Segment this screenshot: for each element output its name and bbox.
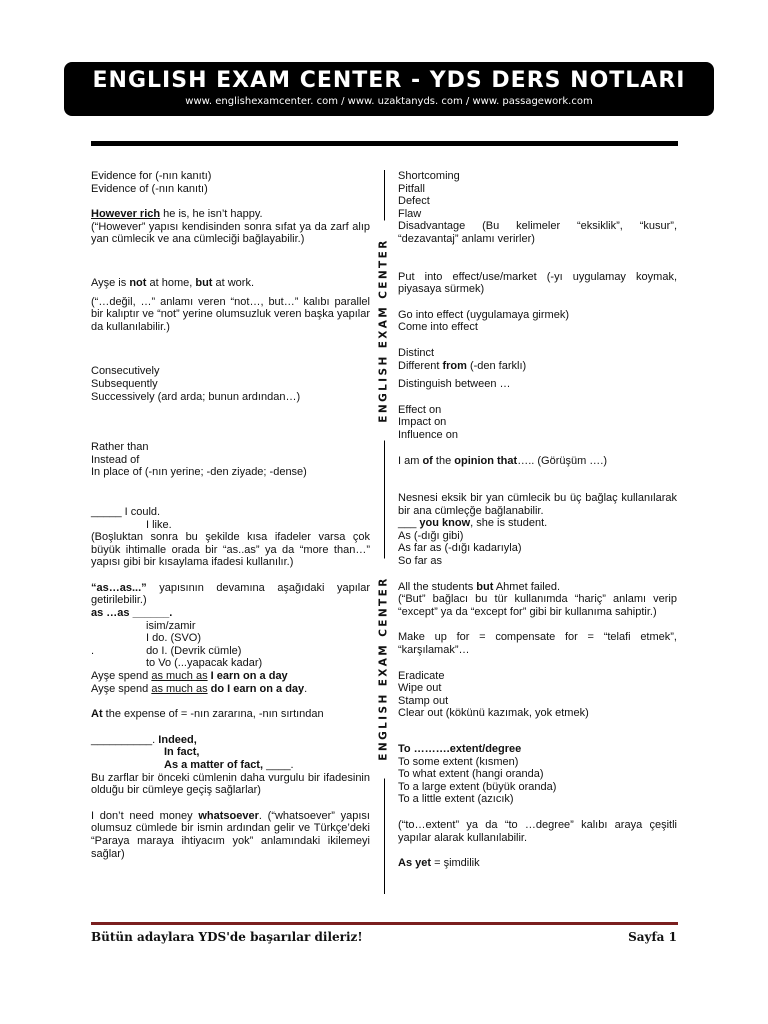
keyword: Indeed, [158, 733, 197, 746]
text-line [91, 607, 370, 620]
text-line [91, 582, 370, 607]
keyword: At [91, 708, 103, 721]
explanation: (Boşluktan sonra bu şekilde kısa ifadeler varsa çok büyük ihtimalle orada bir “as..as” ya da “more than…” yapısı gibi bir kısaylama ifadesi kullanılır.) [91, 531, 370, 569]
text-line: Influence on [398, 428, 458, 441]
keyword: I earn on a day [207, 670, 288, 683]
text-line: Effect on [398, 403, 442, 416]
text-line: Put into effect/use/market (-yı uygulamay koymak, piyasaya sürmek) [398, 270, 677, 296]
text-span: he is, he isn’t happy. [160, 208, 263, 221]
text-line: Evidence for (-nın kanıtı) [91, 170, 212, 182]
left-column [91, 170, 370, 860]
header-banner [64, 62, 714, 116]
text-line: Clear out (kökünü kazımak, yok etmek) [398, 707, 589, 720]
text-span: Ayşe spend [91, 682, 152, 695]
text-line [398, 581, 677, 594]
text-line [91, 746, 370, 759]
text-line: I do. (SVO) [146, 632, 202, 645]
explanation: (“…değil, …” anlamı veren “not…, but…” kalıbı parallel bir kalıptır ve “not” yerine olumsuzluk veren başka yapılar da kullanılabilir.) [91, 295, 370, 333]
text-span: do I. (Devrik cümle) [146, 644, 242, 657]
keyword: but [195, 276, 213, 289]
explanation: (“However” yapısı kendisinden sonra sıfat ya da zarf alıp yan cümlecik ve ana cümleciği bağlayabilir.) [91, 220, 370, 246]
text-span: ____. [263, 759, 294, 771]
text-line [91, 670, 370, 683]
text-line: Evidence of (-nın kanıtı) [91, 182, 208, 195]
header-websites: www. englishexamcenter. com / www. uzaktanyds. com / www. passagework.com [185, 96, 593, 107]
text-line: Shortcoming [398, 170, 460, 182]
text-line: To some extent (kısmen) [398, 755, 519, 768]
text-span: . [304, 682, 308, 695]
text-span: __________. [91, 733, 159, 746]
text-span: I don’t need money [91, 809, 199, 822]
keyword: from [442, 359, 467, 372]
keyword: As a matter of fact, [164, 759, 264, 771]
text-line: So far as [398, 555, 443, 568]
text-line [398, 857, 677, 870]
text-line: Stamp out [398, 694, 449, 707]
text-line [398, 455, 677, 468]
text-line: isim/zamir [146, 619, 196, 632]
text-line: As (-dığı gibi) [398, 529, 464, 542]
explanation: (“But” bağlacı bu tür kullanımda “hariç” anlamı verip “except” ya da “except for” gibi bir kullanıma sahiptir.) [398, 593, 677, 618]
text-line [91, 759, 370, 772]
header-title: ENGLISH EXAM CENTER - YDS DERS NOTLARI [92, 68, 686, 93]
text-line: to Vo (...yapacak kadar) [146, 657, 263, 670]
keyword: opinion that [454, 454, 518, 467]
text-line [91, 277, 370, 290]
keyword: of [422, 454, 433, 467]
watermark-lower: ENGLISH EXAM CENTER [378, 559, 391, 779]
text-span: at home, [146, 276, 196, 289]
text-line: Go into effect (uygulamaya girmek) [398, 308, 569, 321]
text-span: . (“whatsoever” yapısı olumsuz cümlede bir ismin ardından gelir ve Türkçe’deki “Paraya maraya ihtiyacım yok” anlamındaki ikilemeyi sağlar) [91, 809, 370, 860]
explanation: (“to…extent” ya da “to …degree” kalıbı araya çeşitli yapılar alarak kullanılabilir. [398, 818, 677, 844]
top-rule [91, 141, 678, 146]
text-span: Ayşe is [91, 276, 130, 289]
text-span: , she is student. [470, 517, 548, 530]
text-line: Make up for = compensate for = “telafi etmek”, “karşılamak”… [398, 631, 677, 657]
text-span: Different [398, 359, 443, 372]
text-line [91, 645, 370, 658]
text-line [91, 734, 370, 747]
text-line: Distinguish between … [398, 378, 511, 391]
text-line: I like. [146, 518, 172, 531]
text-span: ___ [398, 517, 420, 530]
underlined-text: as much as [151, 682, 208, 695]
keyword: but [476, 580, 494, 593]
keyword: “as…as...” [91, 581, 147, 594]
underlined-text: as much as [151, 670, 208, 683]
keyword: as …as ______. [91, 607, 173, 620]
text-span: Ahmet failed. [493, 580, 561, 593]
right-column [398, 170, 677, 870]
text-line [91, 683, 370, 696]
text-span: at work. [212, 276, 255, 289]
text-span: . [91, 644, 95, 657]
text-span: = şimdilik [431, 857, 480, 870]
text-span: I am [398, 454, 423, 467]
keyword: To ……….extent/degree [398, 743, 522, 755]
explanation [91, 810, 370, 860]
text-line: Impact on [398, 416, 447, 429]
text-line [398, 360, 677, 373]
footer-message: Bütün adaylara YDS'de başarılar dileriz! [91, 930, 363, 944]
text-line: Rather than [91, 441, 149, 454]
text-line: Defect [398, 195, 430, 208]
text-line [91, 208, 370, 221]
page-number: Sayfa 1 [628, 930, 677, 944]
text-span: yapısının devamına aşağıdaki yapılar getirilebilir.) [91, 581, 370, 607]
text-span: the expense of = -nın zararına, -nın sırtından [102, 708, 324, 721]
text-line: Subsequently [91, 377, 158, 390]
text-line: In place of (-nın yerine; -den ziyade; -dense) [91, 466, 307, 479]
explanation: Bu zarflar bir önceki cümlenin daha vurgulu bir ifadesinin olduğu bir cümleye geçiş sağlarlar) [91, 771, 370, 797]
explanation: Nesnesi eksik bir yan cümlecik bu üç bağlaç kullanılarak bir ana cümleçğe bağlanabilir. [398, 492, 677, 517]
text-span: Ayşe spend [91, 670, 152, 683]
text-span: All the students [398, 580, 477, 593]
text-span: the [432, 454, 455, 467]
keyword: However rich [91, 208, 161, 221]
text-line [398, 743, 677, 756]
text-line [398, 517, 677, 530]
text-line: Distinct [398, 346, 435, 359]
text-line: To what extent (hangi oranda) [398, 768, 544, 781]
text-line: Wipe out [398, 682, 442, 695]
text-span: ….. (Görüşüm ….) [517, 454, 608, 467]
text-line: Consecutively [91, 365, 160, 378]
text-line: Flaw [398, 207, 422, 220]
text-line: To a large extent (büyük oranda) [398, 780, 557, 793]
text-line: _____ I could. [91, 505, 161, 518]
watermark-upper: ENGLISH EXAM CENTER [378, 221, 391, 441]
keyword: whatsoever [198, 809, 259, 822]
text-line: To a little extent (azıcık) [398, 793, 514, 806]
text-line: Come into effect [398, 321, 478, 334]
footer-rule [91, 922, 678, 925]
text-line: Eradicate [398, 669, 445, 682]
text-line [91, 708, 370, 721]
text-line: As far as (-dığı kadarıyla) [398, 542, 522, 555]
keyword: do I earn on a day [207, 682, 305, 695]
explanation: Disadvantage (Bu kelimeler “eksiklik”, “kusur”, “dezavantaj” anlamı verirler) [398, 220, 677, 245]
keyword: not [129, 276, 147, 289]
keyword: In fact, [164, 746, 200, 759]
text-line: Pitfall [398, 182, 425, 195]
text-line: Instead of [91, 453, 140, 466]
text-line: Successively (ard arda; bunun ardından…) [91, 390, 301, 403]
keyword: you know [419, 517, 471, 530]
keyword: As yet [398, 857, 432, 870]
text-span: (-den farklı) [466, 359, 527, 372]
